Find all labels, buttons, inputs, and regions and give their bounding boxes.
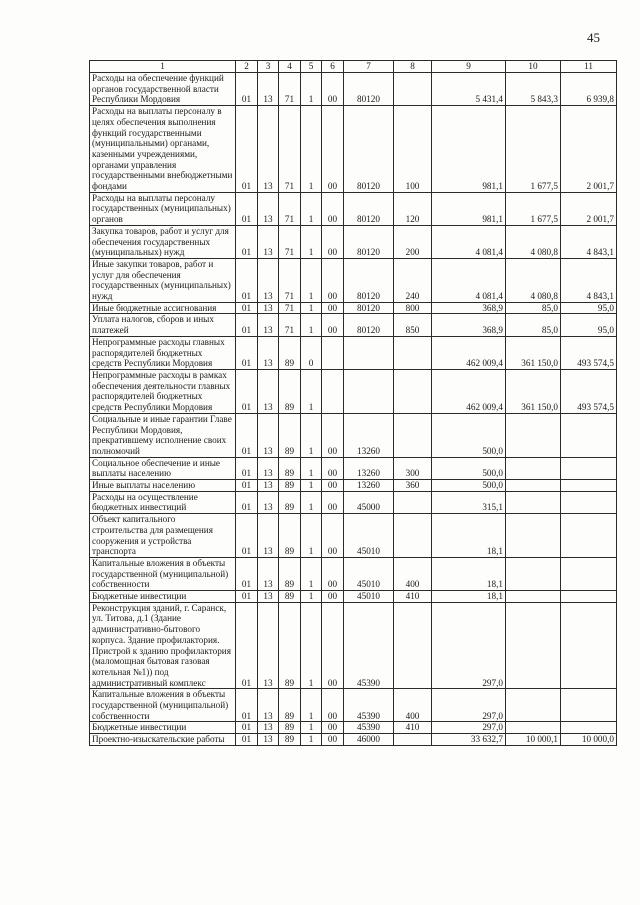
column-header: 7	[344, 61, 394, 73]
code-program-cell: 89	[279, 491, 301, 513]
column-header: 6	[322, 61, 344, 73]
code-subprogram-cell: 1	[301, 302, 322, 314]
table-row	[90, 514, 617, 558]
amount-col-9-cell: 33 632,7	[432, 734, 506, 746]
code-subsection-cell: 13	[258, 336, 279, 369]
amount-col-10-cell: 85,0	[506, 302, 561, 314]
code-direction-cell: 13260	[344, 457, 394, 479]
code-subsection-cell: 13	[258, 602, 279, 689]
code-subprogram-cell: 1	[301, 557, 322, 590]
code-subprogram-cell: 1	[301, 591, 322, 603]
code-expense-type-cell	[394, 413, 432, 457]
code-program-cell: 89	[279, 369, 301, 413]
amount-col-11-cell: 2 001,7	[561, 192, 617, 225]
code-section-cell: 01	[236, 602, 258, 689]
code-expense-type-cell	[394, 336, 432, 369]
row-name-cell: Непрограммные расходы главных распорядителей бюджетных средств Республики Мордовия	[90, 336, 236, 369]
code-main-event-cell: 00	[322, 192, 344, 225]
code-expense-type-cell: 400	[394, 557, 432, 590]
table-row	[90, 602, 617, 689]
code-program-cell: 89	[279, 734, 301, 746]
row-name-cell: Уплата налогов, сборов и иных платежей	[90, 314, 236, 336]
code-section-cell: 01	[236, 106, 258, 193]
code-program-cell: 71	[279, 73, 301, 106]
code-expense-type-cell: 800	[394, 302, 432, 314]
amount-col-11-cell	[561, 491, 617, 513]
table-row	[90, 336, 617, 369]
code-program-cell: 89	[279, 457, 301, 479]
code-direction-cell: 45010	[344, 514, 394, 558]
code-section-cell: 01	[236, 413, 258, 457]
amount-col-11-cell: 4 843,1	[561, 225, 617, 258]
amount-col-9-cell: 462 009,4	[432, 369, 506, 413]
code-main-event-cell: 00	[322, 258, 344, 302]
code-subsection-cell: 13	[258, 491, 279, 513]
column-header: 3	[258, 61, 279, 73]
amount-col-11-cell	[561, 514, 617, 558]
amount-col-10-cell: 4 080,8	[506, 258, 561, 302]
amount-col-11-cell: 493 574,5	[561, 369, 617, 413]
code-main-event-cell: 00	[322, 413, 344, 457]
code-direction-cell: 45390	[344, 602, 394, 689]
code-direction-cell: 13260	[344, 413, 394, 457]
code-expense-type-cell: 240	[394, 258, 432, 302]
code-expense-type-cell: 410	[394, 722, 432, 734]
code-main-event-cell: 00	[322, 734, 344, 746]
amount-col-10-cell: 4 080,8	[506, 225, 561, 258]
code-subsection-cell: 13	[258, 413, 279, 457]
code-program-cell: 89	[279, 557, 301, 590]
code-main-event-cell: 00	[322, 106, 344, 193]
amount-col-10-cell	[506, 480, 561, 492]
code-main-event-cell: 00	[322, 480, 344, 492]
code-main-event-cell: 00	[322, 491, 344, 513]
code-expense-type-cell: 850	[394, 314, 432, 336]
code-main-event-cell: 00	[322, 314, 344, 336]
amount-col-9-cell: 297,0	[432, 602, 506, 689]
amount-col-11-cell	[561, 591, 617, 603]
code-section-cell: 01	[236, 689, 258, 722]
code-direction-cell: 80120	[344, 258, 394, 302]
amount-col-10-cell	[506, 457, 561, 479]
code-expense-type-cell: 410	[394, 591, 432, 603]
code-section-cell: 01	[236, 258, 258, 302]
column-number-header	[90, 61, 617, 73]
amount-col-11-cell: 6 939,8	[561, 73, 617, 106]
row-name-cell: Расходы на выплаты персоналу в целях обеспечения выполнения функций государственными (муниципальными) органами, казенными учреждениями, органами управления государственными внебюджетными фондами	[90, 106, 236, 193]
code-section-cell: 01	[236, 225, 258, 258]
amount-col-10-cell: 361 150,0	[506, 336, 561, 369]
code-direction-cell: 80120	[344, 106, 394, 193]
code-program-cell: 89	[279, 514, 301, 558]
code-section-cell: 01	[236, 73, 258, 106]
row-name-cell: Расходы на выплаты персоналу государственных (муниципальных) органов	[90, 192, 236, 225]
code-direction-cell: 80120	[344, 302, 394, 314]
code-expense-type-cell: 360	[394, 480, 432, 492]
code-subprogram-cell: 1	[301, 106, 322, 193]
table-row	[90, 314, 617, 336]
code-subsection-cell: 13	[258, 302, 279, 314]
amount-col-9-cell: 297,0	[432, 689, 506, 722]
amount-col-9-cell: 18,1	[432, 514, 506, 558]
amount-col-9-cell: 368,9	[432, 302, 506, 314]
code-program-cell: 89	[279, 413, 301, 457]
code-expense-type-cell: 100	[394, 106, 432, 193]
amount-col-11-cell	[561, 457, 617, 479]
amount-col-11-cell	[561, 722, 617, 734]
code-subprogram-cell: 1	[301, 369, 322, 413]
code-expense-type-cell	[394, 602, 432, 689]
code-expense-type-cell	[394, 73, 432, 106]
code-expense-type-cell	[394, 514, 432, 558]
table-row	[90, 73, 617, 106]
amount-col-11-cell	[561, 413, 617, 457]
code-direction-cell: 45390	[344, 689, 394, 722]
code-main-event-cell: 00	[322, 591, 344, 603]
code-section-cell: 01	[236, 336, 258, 369]
code-program-cell: 71	[279, 302, 301, 314]
code-subsection-cell: 13	[258, 722, 279, 734]
row-name-cell: Бюджетные инвестиции	[90, 722, 236, 734]
amount-col-10-cell	[506, 722, 561, 734]
amount-col-9-cell: 18,1	[432, 557, 506, 590]
amount-col-11-cell: 10 000,0	[561, 734, 617, 746]
table-row	[90, 413, 617, 457]
row-name-cell: Бюджетные инвестиции	[90, 591, 236, 603]
table-row	[90, 192, 617, 225]
code-direction-cell: 45000	[344, 491, 394, 513]
amount-col-11-cell	[561, 602, 617, 689]
code-main-event-cell	[322, 369, 344, 413]
budget-table	[89, 60, 617, 746]
code-program-cell: 71	[279, 225, 301, 258]
code-subprogram-cell: 1	[301, 314, 322, 336]
amount-col-10-cell	[506, 491, 561, 513]
code-section-cell: 01	[236, 457, 258, 479]
code-main-event-cell: 00	[322, 457, 344, 479]
table-row	[90, 722, 617, 734]
code-direction-cell: 80120	[344, 73, 394, 106]
code-section-cell: 01	[236, 591, 258, 603]
amount-col-9-cell: 18,1	[432, 591, 506, 603]
table-row	[90, 689, 617, 722]
code-direction-cell: 80120	[344, 314, 394, 336]
code-expense-type-cell: 400	[394, 689, 432, 722]
code-section-cell: 01	[236, 369, 258, 413]
amount-col-9-cell: 462 009,4	[432, 336, 506, 369]
row-name-cell: Иные закупки товаров, работ и услуг для обеспечения государственных (муниципальных) нужд	[90, 258, 236, 302]
code-subsection-cell: 13	[258, 369, 279, 413]
column-header: 11	[561, 61, 617, 73]
code-subsection-cell: 13	[258, 225, 279, 258]
code-subsection-cell: 13	[258, 557, 279, 590]
amount-col-11-cell	[561, 557, 617, 590]
code-direction-cell	[344, 336, 394, 369]
code-section-cell: 01	[236, 192, 258, 225]
column-header: 5	[301, 61, 322, 73]
code-direction-cell: 13260	[344, 480, 394, 492]
table-row	[90, 557, 617, 590]
amount-col-11-cell	[561, 689, 617, 722]
code-program-cell: 71	[279, 192, 301, 225]
code-subsection-cell: 13	[258, 734, 279, 746]
code-expense-type-cell: 120	[394, 192, 432, 225]
code-main-event-cell: 00	[322, 514, 344, 558]
row-name-cell: Капитальные вложения в объекты государственной (муниципальной) собственности	[90, 689, 236, 722]
amount-col-10-cell	[506, 689, 561, 722]
code-subprogram-cell: 1	[301, 480, 322, 492]
amount-col-10-cell: 5 843,3	[506, 73, 561, 106]
code-expense-type-cell: 200	[394, 225, 432, 258]
amount-col-9-cell: 315,1	[432, 491, 506, 513]
table-row	[90, 457, 617, 479]
code-subprogram-cell: 1	[301, 689, 322, 722]
code-direction-cell: 45010	[344, 557, 394, 590]
code-direction-cell: 80120	[344, 192, 394, 225]
amount-col-11-cell	[561, 480, 617, 492]
code-subprogram-cell: 1	[301, 734, 322, 746]
code-subsection-cell: 13	[258, 192, 279, 225]
column-header: 1	[90, 61, 236, 73]
code-section-cell: 01	[236, 722, 258, 734]
code-main-event-cell: 00	[322, 602, 344, 689]
row-name-cell: Иные бюджетные ассигнования	[90, 302, 236, 314]
amount-col-10-cell	[506, 602, 561, 689]
table-row	[90, 591, 617, 603]
code-subprogram-cell: 1	[301, 457, 322, 479]
code-program-cell: 89	[279, 689, 301, 722]
code-subprogram-cell: 1	[301, 602, 322, 689]
code-program-cell: 71	[279, 258, 301, 302]
code-program-cell: 71	[279, 106, 301, 193]
amount-col-10-cell: 361 150,0	[506, 369, 561, 413]
table-row	[90, 491, 617, 513]
amount-col-11-cell: 95,0	[561, 314, 617, 336]
column-header: 4	[279, 61, 301, 73]
amount-col-9-cell: 500,0	[432, 480, 506, 492]
row-name-cell: Проектно-изыскательские работы	[90, 734, 236, 746]
page-number: 45	[587, 30, 600, 45]
row-name-cell: Объект капитального строительства для размещения сооружения и устройства транспорта	[90, 514, 236, 558]
amount-col-9-cell: 4 081,4	[432, 258, 506, 302]
code-expense-type-cell	[394, 369, 432, 413]
row-name-cell: Непрограммные расходы в рамках обеспечения деятельности главных распорядителей бюджетных средств Республики Мордовия	[90, 369, 236, 413]
code-subprogram-cell: 1	[301, 225, 322, 258]
amount-col-9-cell: 500,0	[432, 413, 506, 457]
table-row	[90, 258, 617, 302]
code-section-cell: 01	[236, 557, 258, 590]
code-direction-cell	[344, 369, 394, 413]
row-name-cell: Реконструкция зданий, г. Саранск, ул. Титова, д.1 (Здание административно-бытового корпуса. Здание профилактория. Пристрой к зданию профилактория (маломощная бытовая газовая котельная №1)) под административный комплекс	[90, 602, 236, 689]
code-main-event-cell: 00	[322, 557, 344, 590]
amount-col-10-cell: 85,0	[506, 314, 561, 336]
row-name-cell: Расходы на осуществление бюджетных инвестиций	[90, 491, 236, 513]
code-program-cell: 89	[279, 336, 301, 369]
column-header: 10	[506, 61, 561, 73]
amount-col-10-cell	[506, 514, 561, 558]
amount-col-10-cell	[506, 557, 561, 590]
code-subprogram-cell: 1	[301, 73, 322, 106]
code-expense-type-cell	[394, 491, 432, 513]
table-row	[90, 302, 617, 314]
amount-col-10-cell	[506, 591, 561, 603]
code-direction-cell: 45390	[344, 722, 394, 734]
code-main-event-cell: 00	[322, 225, 344, 258]
code-main-event-cell	[322, 336, 344, 369]
table-row	[90, 106, 617, 193]
code-section-cell: 01	[236, 514, 258, 558]
column-header: 8	[394, 61, 432, 73]
code-program-cell: 89	[279, 480, 301, 492]
code-expense-type-cell	[394, 734, 432, 746]
code-direction-cell: 46000	[344, 734, 394, 746]
code-subsection-cell: 13	[258, 106, 279, 193]
code-subprogram-cell: 1	[301, 192, 322, 225]
row-name-cell: Социальное обеспечение и иные выплаты населению	[90, 457, 236, 479]
code-program-cell: 89	[279, 602, 301, 689]
row-name-cell: Капитальные вложения в объекты государственной (муниципальной) собственности	[90, 557, 236, 590]
amount-col-11-cell: 493 574,5	[561, 336, 617, 369]
amount-col-11-cell: 95,0	[561, 302, 617, 314]
code-program-cell: 89	[279, 591, 301, 603]
row-name-cell: Иные выплаты населению	[90, 480, 236, 492]
code-section-cell: 01	[236, 734, 258, 746]
amount-col-9-cell: 4 081,4	[432, 225, 506, 258]
amount-col-9-cell: 981,1	[432, 192, 506, 225]
row-name-cell: Закупка товаров, работ и услуг для обеспечения государственных (муниципальных) нужд	[90, 225, 236, 258]
code-subsection-cell: 13	[258, 258, 279, 302]
code-subprogram-cell: 1	[301, 258, 322, 302]
amount-col-9-cell: 5 431,4	[432, 73, 506, 106]
code-subsection-cell: 13	[258, 314, 279, 336]
amount-col-9-cell: 500,0	[432, 457, 506, 479]
table-row	[90, 480, 617, 492]
table-row	[90, 369, 617, 413]
table-row	[90, 734, 617, 746]
table-row	[90, 225, 617, 258]
code-section-cell: 01	[236, 302, 258, 314]
code-subprogram-cell: 0	[301, 336, 322, 369]
code-subsection-cell: 13	[258, 480, 279, 492]
code-section-cell: 01	[236, 314, 258, 336]
amount-col-9-cell: 297,0	[432, 722, 506, 734]
code-subsection-cell: 13	[258, 591, 279, 603]
code-subsection-cell: 13	[258, 514, 279, 558]
row-name-cell: Социальные и иные гарантии Главе Республики Мордовия, прекратившему исполнение своих полномочий	[90, 413, 236, 457]
code-main-event-cell: 00	[322, 73, 344, 106]
code-subprogram-cell: 1	[301, 514, 322, 558]
amount-col-11-cell: 4 843,1	[561, 258, 617, 302]
code-direction-cell: 45010	[344, 591, 394, 603]
amount-col-10-cell: 10 000,1	[506, 734, 561, 746]
code-program-cell: 89	[279, 722, 301, 734]
code-main-event-cell: 00	[322, 689, 344, 722]
code-program-cell: 71	[279, 314, 301, 336]
code-expense-type-cell: 300	[394, 457, 432, 479]
amount-col-10-cell: 1 677,5	[506, 106, 561, 193]
code-subsection-cell: 13	[258, 73, 279, 106]
code-main-event-cell: 00	[322, 722, 344, 734]
amount-col-11-cell: 2 001,7	[561, 106, 617, 193]
code-section-cell: 01	[236, 480, 258, 492]
code-main-event-cell: 00	[322, 302, 344, 314]
amount-col-10-cell	[506, 413, 561, 457]
column-header: 2	[236, 61, 258, 73]
code-subsection-cell: 13	[258, 457, 279, 479]
code-subsection-cell: 13	[258, 689, 279, 722]
code-section-cell: 01	[236, 491, 258, 513]
amount-col-9-cell: 368,9	[432, 314, 506, 336]
amount-col-9-cell: 981,1	[432, 106, 506, 193]
code-direction-cell: 80120	[344, 225, 394, 258]
code-subprogram-cell: 1	[301, 413, 322, 457]
code-subprogram-cell: 1	[301, 722, 322, 734]
row-name-cell: Расходы на обеспечение функций органов государственной власти Республики Мордовия	[90, 73, 236, 106]
amount-col-10-cell: 1 677,5	[506, 192, 561, 225]
code-subprogram-cell: 1	[301, 491, 322, 513]
column-header: 9	[432, 61, 506, 73]
